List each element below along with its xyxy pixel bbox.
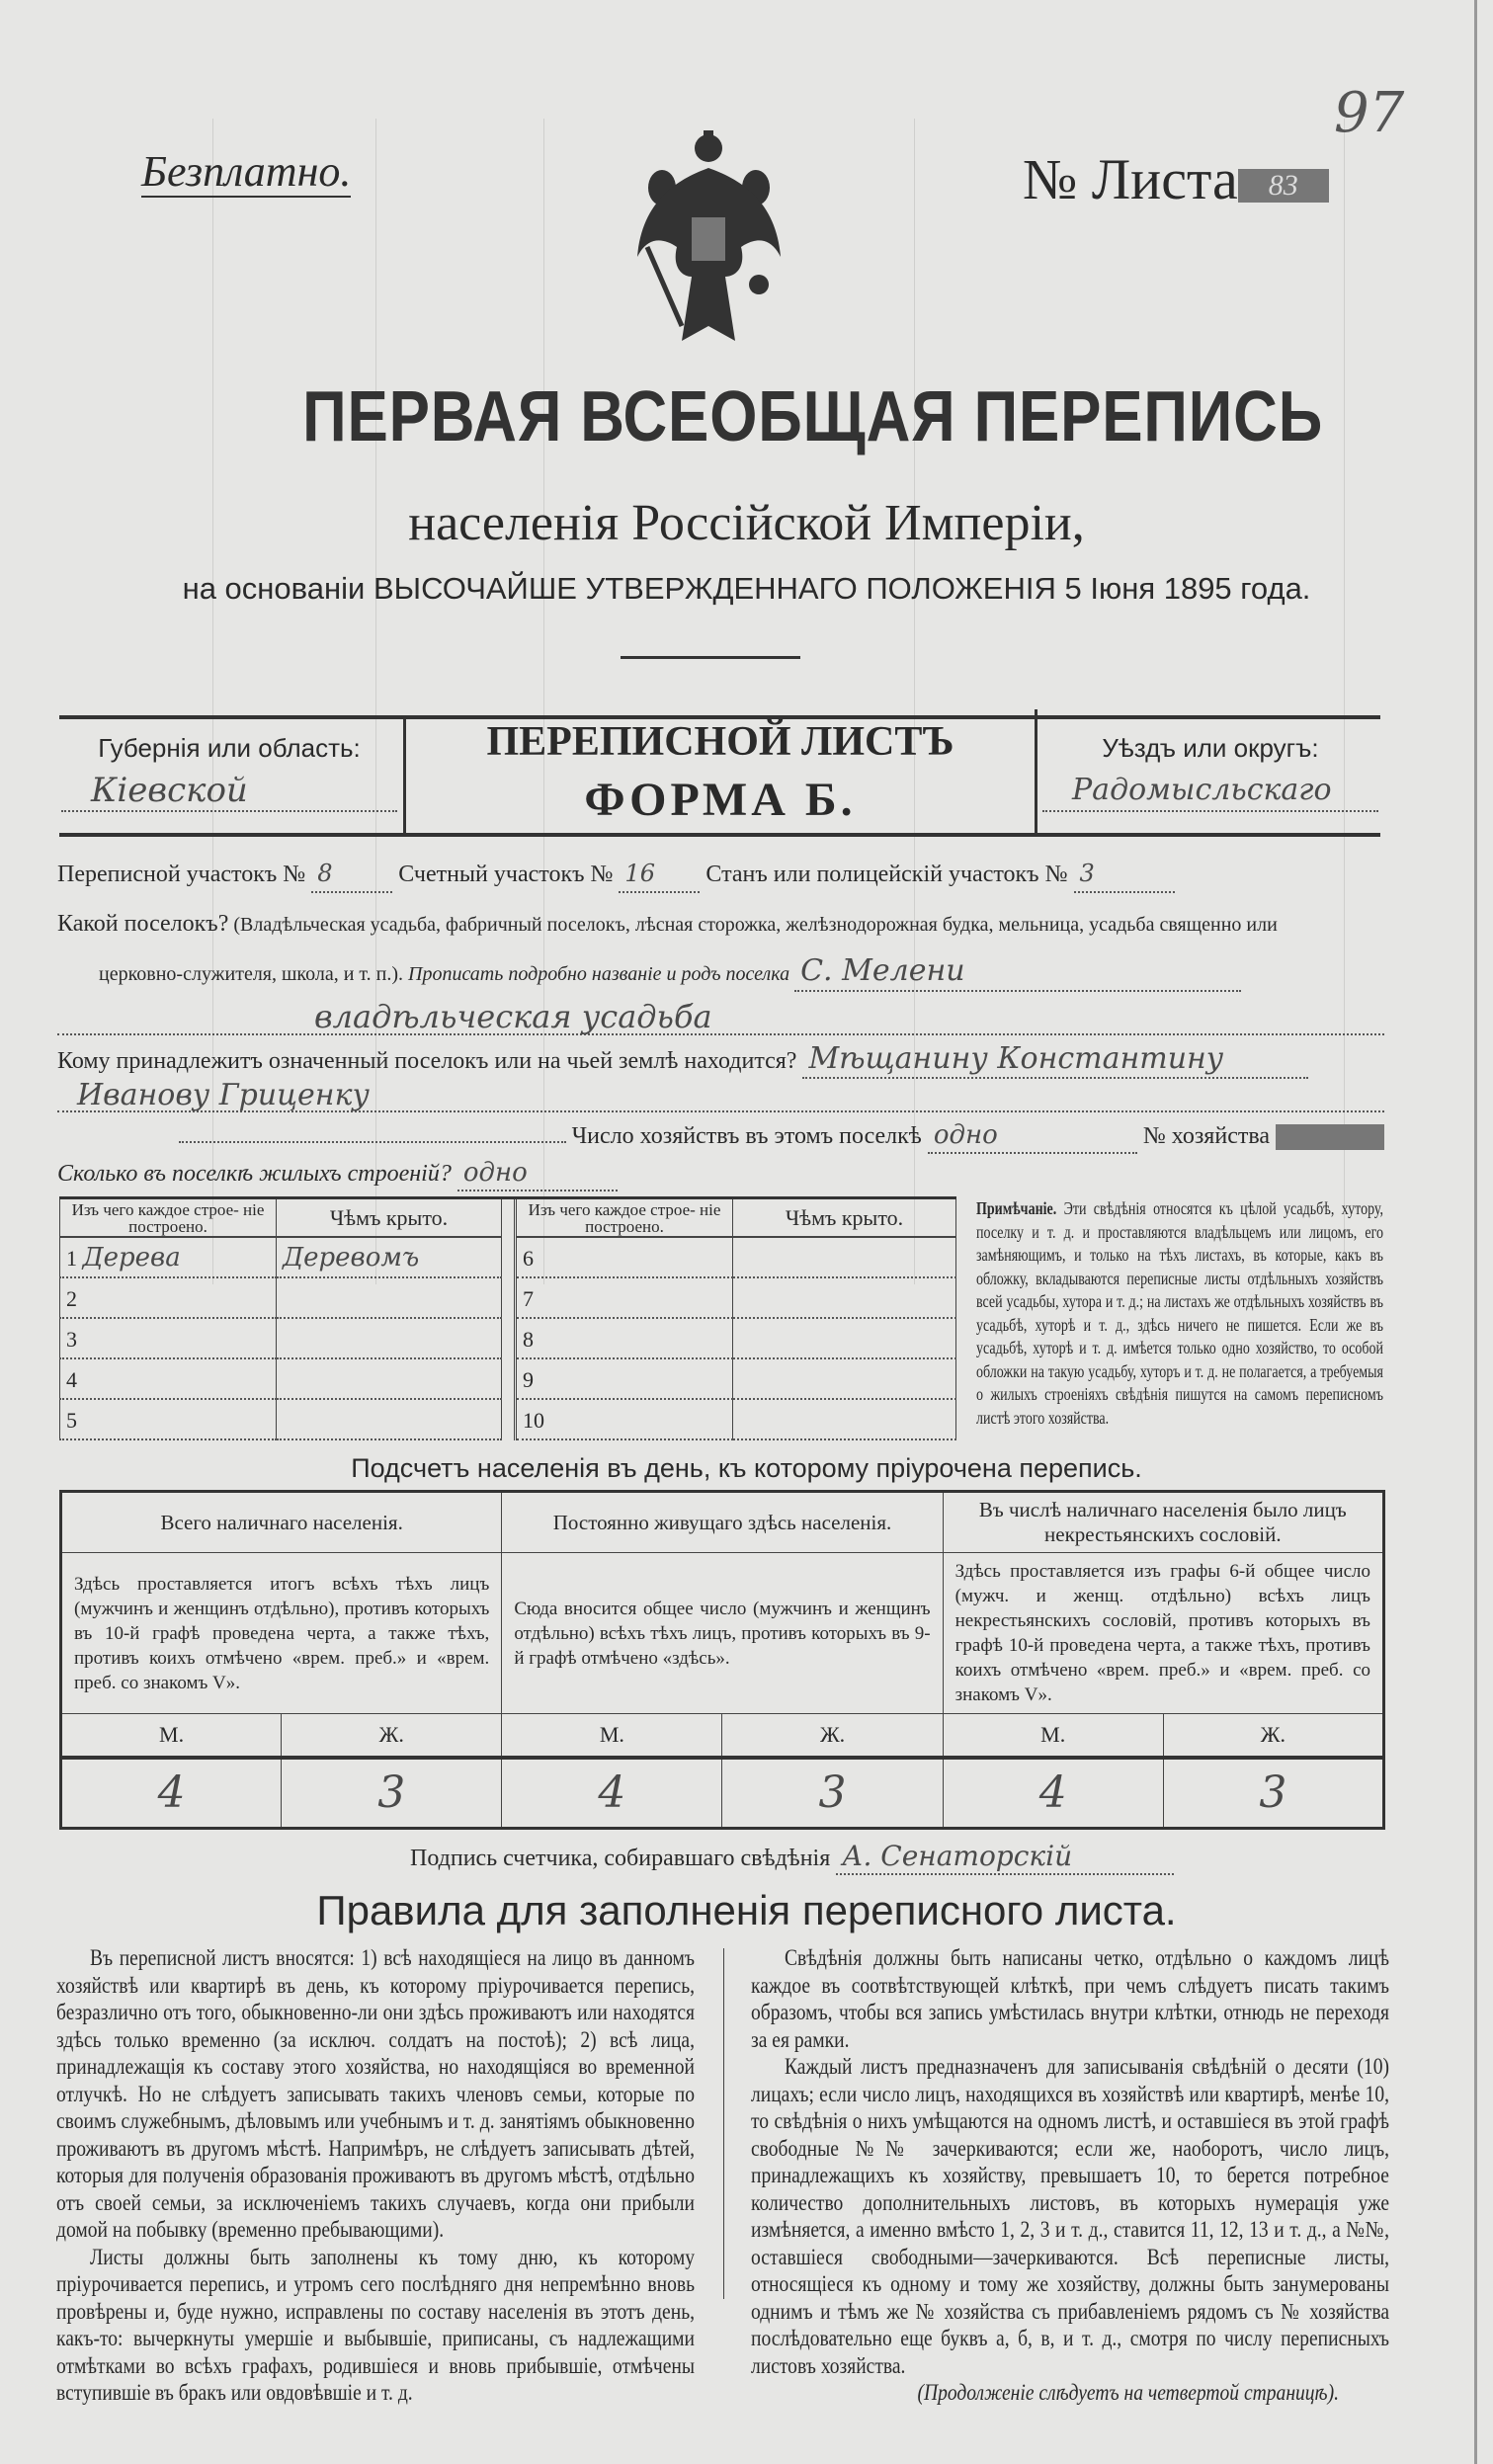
roof-cell[interactable]: [733, 1237, 956, 1277]
population-heading: Подсчетъ населенія въ день, къ которому пріурочена перепись.: [351, 1453, 1142, 1483]
roof-cell[interactable]: Деревомъ: [277, 1237, 502, 1277]
material-cell[interactable]: [516, 1358, 733, 1399]
roof-cell[interactable]: [277, 1399, 502, 1439]
group-description: Здѣсь проставляется изъ графы 6-й общее число (мужч. и женщ. отдѣльно) всѣхъ лицъ некрестьянскихъ сословій, противъ которыхъ въ графѣ 10-й проведена черта, а также тѣхъ, противъ коихъ отмѣчено «врем. преб.» и «врем. преб. со знакомъ V».: [943, 1553, 1383, 1714]
population-table: [59, 1490, 1385, 1830]
rules-heading: Правила для заполненія переписного листа.: [316, 1887, 1177, 1933]
row-number: 7: [523, 1285, 534, 1311]
column-divider: [723, 1948, 724, 2299]
male-header: М.: [502, 1714, 722, 1759]
settlement-instruction: Прописать подробно названіе и родъ поселка: [408, 963, 790, 985]
roof-cell[interactable]: [733, 1358, 956, 1399]
material-cell[interactable]: [60, 1318, 277, 1358]
free-label: Безплатно.: [141, 147, 352, 196]
material-cell[interactable]: [516, 1237, 733, 1277]
buildings-label: Сколько въ поселкѣ жилыхъ строеній?: [57, 1161, 452, 1187]
female-header: Ж.: [1163, 1714, 1383, 1759]
row-number: 5: [66, 1407, 77, 1433]
buildings-count-row: [57, 1156, 1384, 1191]
male-header: М.: [61, 1714, 282, 1759]
table-row: [60, 1358, 502, 1399]
rules-paragraph: Свѣдѣнія должны быть написаны четко, отдѣльно о каждомъ лицѣ каждое въ соотвѣтствующей клѣткѣ, при чемъ слѣдуетъ писать такимъ образомъ, чтобы вся запись умѣстилась внутри клѣтки, отнюдь не переходя за ея рамки.: [751, 1945, 1389, 2052]
form-subtitle: ФОРМА Б.: [584, 774, 857, 826]
material-cell[interactable]: [516, 1277, 733, 1318]
row-number: 3: [66, 1326, 77, 1352]
police-section-field[interactable]: 3: [1074, 856, 1175, 893]
table-row: [516, 1277, 956, 1318]
page-subtitle: населенія Россійской Имперіи,: [408, 495, 1085, 551]
group-description: Здѣсь проставляется итогъ всѣхъ тѣхъ лицъ (мужчинъ и женщинъ отдѣльно), противъ которыхъ въ 10-й графѣ проведена черта, а также тѣхъ, противъ коихъ отмѣчено «врем. преб.» и «врем. преб. со знакомъ V».: [61, 1553, 502, 1714]
table-row: [60, 1399, 502, 1439]
table-row: [60, 1277, 502, 1318]
female-count-cell[interactable]: 3: [1163, 1758, 1383, 1829]
signature-field[interactable]: А. Сенаторскій: [836, 1840, 1174, 1875]
col-material-header: Изъ чего каждое строе- ніе построено.: [60, 1199, 277, 1237]
row-number: 6: [523, 1245, 534, 1271]
col-roof-header: Чѣмъ крыто.: [733, 1199, 956, 1237]
settlement-label: Какой поселокъ?: [57, 911, 229, 937]
row-number: 9: [523, 1366, 534, 1392]
coat-of-arms-eagle-icon: [622, 128, 795, 361]
district-field[interactable]: Радомысльскаго: [1042, 771, 1378, 812]
roof-cell[interactable]: [277, 1358, 502, 1399]
owner-row: [57, 1041, 1384, 1079]
household-number-label: № хозяйства: [1142, 1123, 1270, 1149]
settlement-row: [57, 909, 1434, 940]
group-header: Въ числѣ наличнаго населенія было лицъ некрестьянскихъ сословій.: [943, 1492, 1383, 1553]
material-value: Дерева: [82, 1242, 181, 1273]
table-row: [516, 1318, 956, 1358]
divider: [621, 656, 800, 659]
settlement-hint: (Владѣльческая усадьба, фабричный поселокъ, лѣсная сторожка, желѣзнодорожная будка, мельница, усадьба священно или: [233, 914, 1278, 936]
material-cell[interactable]: [516, 1399, 733, 1439]
male-count-cell[interactable]: 4: [502, 1758, 722, 1829]
row-number: 10: [523, 1407, 544, 1433]
roof-cell[interactable]: [277, 1277, 502, 1318]
roof-cell[interactable]: [733, 1277, 956, 1318]
table-row: [60, 1237, 502, 1277]
divider: [1035, 709, 1037, 834]
settlement-name-field[interactable]: С. Мелени: [794, 952, 1241, 992]
female-header: Ж.: [722, 1714, 943, 1759]
material-cell[interactable]: [60, 1358, 277, 1399]
rules-paragraph: Въ переписной листъ вносятся: 1) всѣ находящіеся на лицо въ данномъ хозяйствѣ или квартирѣ въ день, къ которому пріурочивается перепись, безразлично отъ того, обыкновенно-ли они здѣсь проживаютъ или находятся здѣсь только временно (за исключ. солдатъ на постоѣ); 2) всѣ лица, принадлежащія къ составу этого хозяйства, но находящіяся во временной отлучкѣ. Но не слѣдуетъ записывать такихъ членовъ семьи, которые по своимъ служебнымъ, дѣловымъ или учебнымъ и т. д. занятіямъ обыкновенно проживаютъ въ другомъ мѣстѣ. Напримѣръ, не слѣдуетъ записывать дѣтей, которыя для полученія образованія проживаютъ въ другомъ мѣстѣ, отдѣльно отъ своей семьи, за исключеніемъ такихъ случаевъ, когда они прибыли домой на побывку (временно пребывающими).: [56, 1945, 695, 2242]
signature-row: [410, 1840, 1174, 1875]
form-title: ПЕРЕПИСНОЙ ЛИСТЪ: [486, 719, 954, 765]
owner-label: Кому принадлежитъ означенный поселокъ или на чьей землѣ находится?: [57, 1048, 797, 1074]
male-header: М.: [943, 1714, 1163, 1759]
legal-basis: на основаніи ВЫСОЧАЙШЕ УТВЕРЖДЕННАГО ПОЛОЖЕНІЯ 5 Іюня 1895 года.: [182, 571, 1311, 606]
settlement-hint-2: церковно-служителя, школа, и т. п.).: [99, 963, 403, 985]
note-label: Примѣчаніе.: [976, 1198, 1057, 1218]
group-header: Постоянно живущаго здѣсь населенія.: [502, 1492, 943, 1553]
owner-field[interactable]: Мѣщанину Константину: [802, 1041, 1308, 1079]
table-row: [516, 1237, 956, 1277]
police-section-label: Станъ или полицейскій участокъ №: [705, 862, 1068, 887]
row-number: 4: [66, 1366, 77, 1392]
note: [976, 1197, 1383, 1430]
note-text: Эти свѣдѣнія относятся къ цѣлой усадьбѣ, хутору, поселку и т. д. и проставляются владѣльцемъ или лицомъ, его замѣняющимъ, и только на тѣхъ листахъ, въ которые, какъ въ обложку, вкладываются переписные листы отдѣльныхъ хозяйствъ всей усадьбы, хутора и т. д.; на листахъ же отдѣльныхъ хозяйствъ въ усадьбѣ, хуторѣ и т. д., здѣсь ничего не пишется. Если же въ усадьбѣ, хуторѣ и т. д. имѣется только одно хозяйство, то особой обложки на такую усадьбу, хуторъ и т. д. не полагается, а требуемыя о жилыхъ строеніяхъ свѣдѣнія пишутся на самомъ переписномъ листѣ этого хозяйства.: [976, 1198, 1384, 1428]
table-row: [516, 1358, 956, 1399]
sheet-number-value: 83: [1238, 169, 1329, 203]
households-label: Число хозяйствъ въ этомъ поселкѣ: [571, 1123, 922, 1149]
table-row: [516, 1399, 956, 1439]
continued-note: (Продолженіе слѣдуетъ на четвертой страницѣ).: [917, 2380, 1339, 2405]
rules-paragraph: Каждый листъ предназначенъ для записыванія свѣдѣній о десяти (10) лицахъ; если число лицъ, находящихся въ хозяйствѣ или квартирѣ, менѣе 10, то свѣдѣнія о нихъ умѣщаются на одномъ листѣ, и оставшіеся въ этой графѣ свободные №№ зачеркиваются; если же, наоборотъ, число лицъ, принадлежащихъ къ хозяйству, превышаетъ 10, то берется потребное количество дополнительныхъ листовъ, въ которыхъ нумерація уже измѣняется, а именно вмѣсто 1, 2, 3 и т. д., ставится 11, 12, 13 и т. д., а №№, оставшіеся свободными—зачеркиваются. Всѣ переписные листы, относящіеся къ одному и тому же хозяйству, должны быть занумерованы однимъ и тѣмъ же № хозяйства съ прибавленіемъ рядомъ съ № хозяйства послѣдовательно еще буквъ а, б, в, и т. д., смотря по числу переписныхъ листовъ хозяйства.: [751, 2054, 1389, 2378]
col-material-header: Изъ чего каждое строе- ніе построено.: [516, 1199, 733, 1237]
row-number: 1: [66, 1245, 77, 1271]
sheet-number: [1023, 146, 1329, 212]
roof-cell[interactable]: [733, 1399, 956, 1439]
group-description: Сюда вносится общее число (мужчинъ и женщинъ отдѣльно) всѣхъ тѣхъ лицъ, противъ которыхъ въ 9-й графѣ отмѣчено «здѣсь».: [502, 1553, 943, 1714]
page-edge: [1474, 0, 1477, 2464]
material-cell[interactable]: [516, 1318, 733, 1358]
col-roof-header: Чѣмъ крыто.: [277, 1199, 502, 1237]
roof-cell[interactable]: [733, 1318, 956, 1358]
group-header: Всего наличнаго населенія.: [61, 1492, 502, 1553]
row-number: 2: [66, 1285, 77, 1311]
owner-field-continued[interactable]: Иванову Гриценку: [57, 1079, 1384, 1112]
female-count-cell[interactable]: 3: [722, 1758, 943, 1829]
male-count-cell[interactable]: 4: [943, 1758, 1163, 1829]
households-field[interactable]: одно: [928, 1118, 1137, 1154]
province-field[interactable]: Кіевской: [61, 771, 397, 812]
sheet-number-label: № Листа: [1023, 147, 1238, 211]
female-header: Ж.: [282, 1714, 502, 1759]
rules-right-column: [751, 1944, 1389, 2407]
province-label: Губернія или область:: [98, 733, 361, 763]
page-title: ПЕРВАЯ ВСЕОБЩАЯ ПЕРЕПИСЬ: [302, 377, 1324, 456]
household-number-field[interactable]: [1276, 1124, 1384, 1150]
rules-paragraph: Листы должны быть заполнены къ тому дню, къ которому пріурочивается перепись, и утромъ сего послѣдняго дня непремѣнно вновь провѣрены и, буде нужно, исправлены по составу населенія въ этотъ день, какъ-то: вычеркнуты умершіе и выбывшіе, приписаны, съ надлежащими отмѣтками во всѣхъ графахъ, родившіеся и вновь прибывшіе, отмѣчены вступившіе въ бракъ или овдовѣвшіе и т. д.: [56, 2244, 695, 2405]
rules-left-column: [56, 1944, 695, 2407]
divider: [59, 833, 1380, 837]
buildings-table-left: [59, 1199, 502, 1440]
signature-label: Подпись счетчика, собиравшаго свѣдѣнія: [410, 1846, 831, 1871]
material-cell[interactable]: [60, 1399, 277, 1439]
male-count-cell[interactable]: 4: [61, 1758, 282, 1829]
archive-page-number: 97: [1334, 81, 1405, 145]
buildings-table-right: [514, 1199, 956, 1440]
table-row: [60, 1318, 502, 1358]
settlement-row-2: [99, 952, 1384, 993]
row-number: 8: [523, 1326, 534, 1352]
material-cell[interactable]: [60, 1237, 277, 1277]
roof-cell[interactable]: [277, 1318, 502, 1358]
count-section-field[interactable]: 16: [619, 856, 700, 893]
female-count-cell[interactable]: 3: [282, 1758, 502, 1829]
settlement-type-field[interactable]: владѣльческая усадьба: [57, 998, 1384, 1035]
census-section-label: Переписной участокъ №: [57, 862, 306, 887]
section-numbers-row: [57, 856, 1384, 893]
blank-line: [179, 1141, 566, 1143]
count-section-label: Счетный участокъ №: [398, 862, 614, 887]
district-label: Уѣздъ или округъ:: [1102, 733, 1319, 763]
material-cell[interactable]: [60, 1277, 277, 1318]
census-section-field[interactable]: 8: [311, 856, 392, 893]
buildings-count-field[interactable]: одно: [457, 1156, 618, 1191]
households-row: [57, 1118, 1384, 1154]
